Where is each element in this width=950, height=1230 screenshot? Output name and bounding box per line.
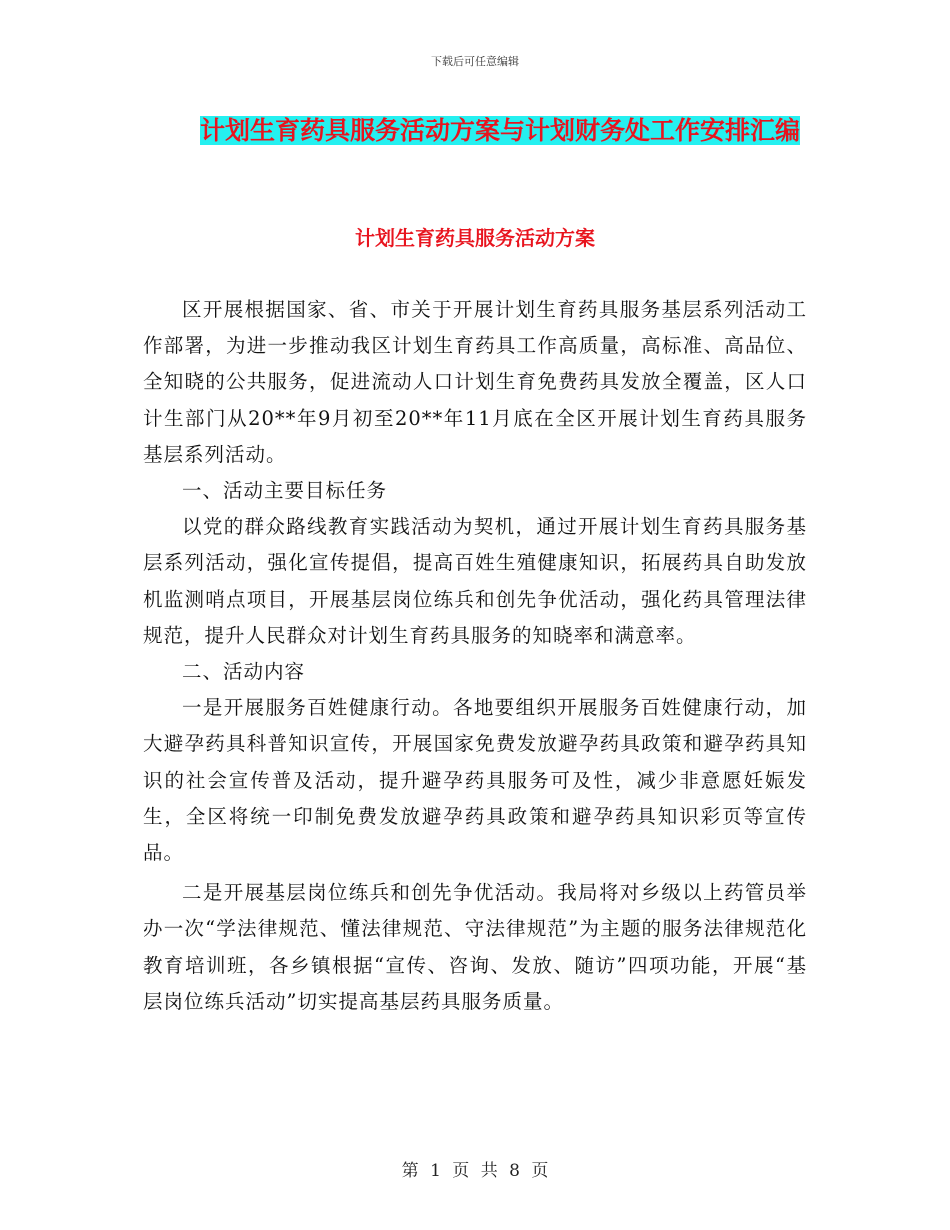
heading-goals: 一、活动主要目标任务 [182, 479, 388, 503]
paragraph-content-2: 二是开展基层岗位练兵和创先争优活动。我局将对乡级以上药管员举办一次“学法律规范、懂法律规范、守法律规范”为主题的服务法律规范化教育培训班，各乡镇根据“宣传、咨询、发放、随访”四项功能，开展“基层岗位练兵活动”切实提高基层药具服务质量。 [143, 881, 807, 1013]
document-title-text: 计划生育药具服务活动方案与计划财务处工作安排汇编 [199, 116, 800, 145]
header-note: 下载后可任意编辑 [431, 55, 519, 68]
document-body [143, 292, 807, 1020]
document-title [195, 110, 805, 151]
page-footer: 第 1 页 共 8 页 [401, 1161, 549, 1181]
paragraph-content-1: 一是开展服务百姓健康行动。各地要组织开展服务百姓健康行动，加大避孕药具科普知识宣传，开展国家免费发放避孕药具政策和避孕药具知识的社会宣传普及活动，提升避孕药具服务可及性，减少非意愿妊娠发生，全区将统一印制免费发放避孕药具政策和避孕药具知识彩页等宣传品。 [143, 696, 807, 865]
section-title: 计划生育药具服务活动方案 [355, 226, 595, 250]
paragraph-intro: 区开展根据国家、省、市关于开展计划生育药具服务基层系列活动工作部署，为进一步推动我区计划生育药具工作高质量，高标准、高品位、全知晓的公共服务，促进流动人口计划生育免费药具发放全覆盖，区人口计生部门从20**年9月初至20**年11月底在全区开展计划生育药具服务基层系列活动。 [143, 298, 807, 466]
heading-content: 二、活动内容 [182, 660, 306, 684]
paragraph-goals: 以党的群众路线教育实践活动为契机，通过开展计划生育药具服务基层系列活动，强化宣传提倡，提高百姓生殖健康知识，拓展药具自助发放机监测哨点项目，开展基层岗位练兵和创先争优活动，强化药具管理法律规范，提升人民群众对计划生育药具服务的知晓率和满意率。 [143, 515, 807, 647]
